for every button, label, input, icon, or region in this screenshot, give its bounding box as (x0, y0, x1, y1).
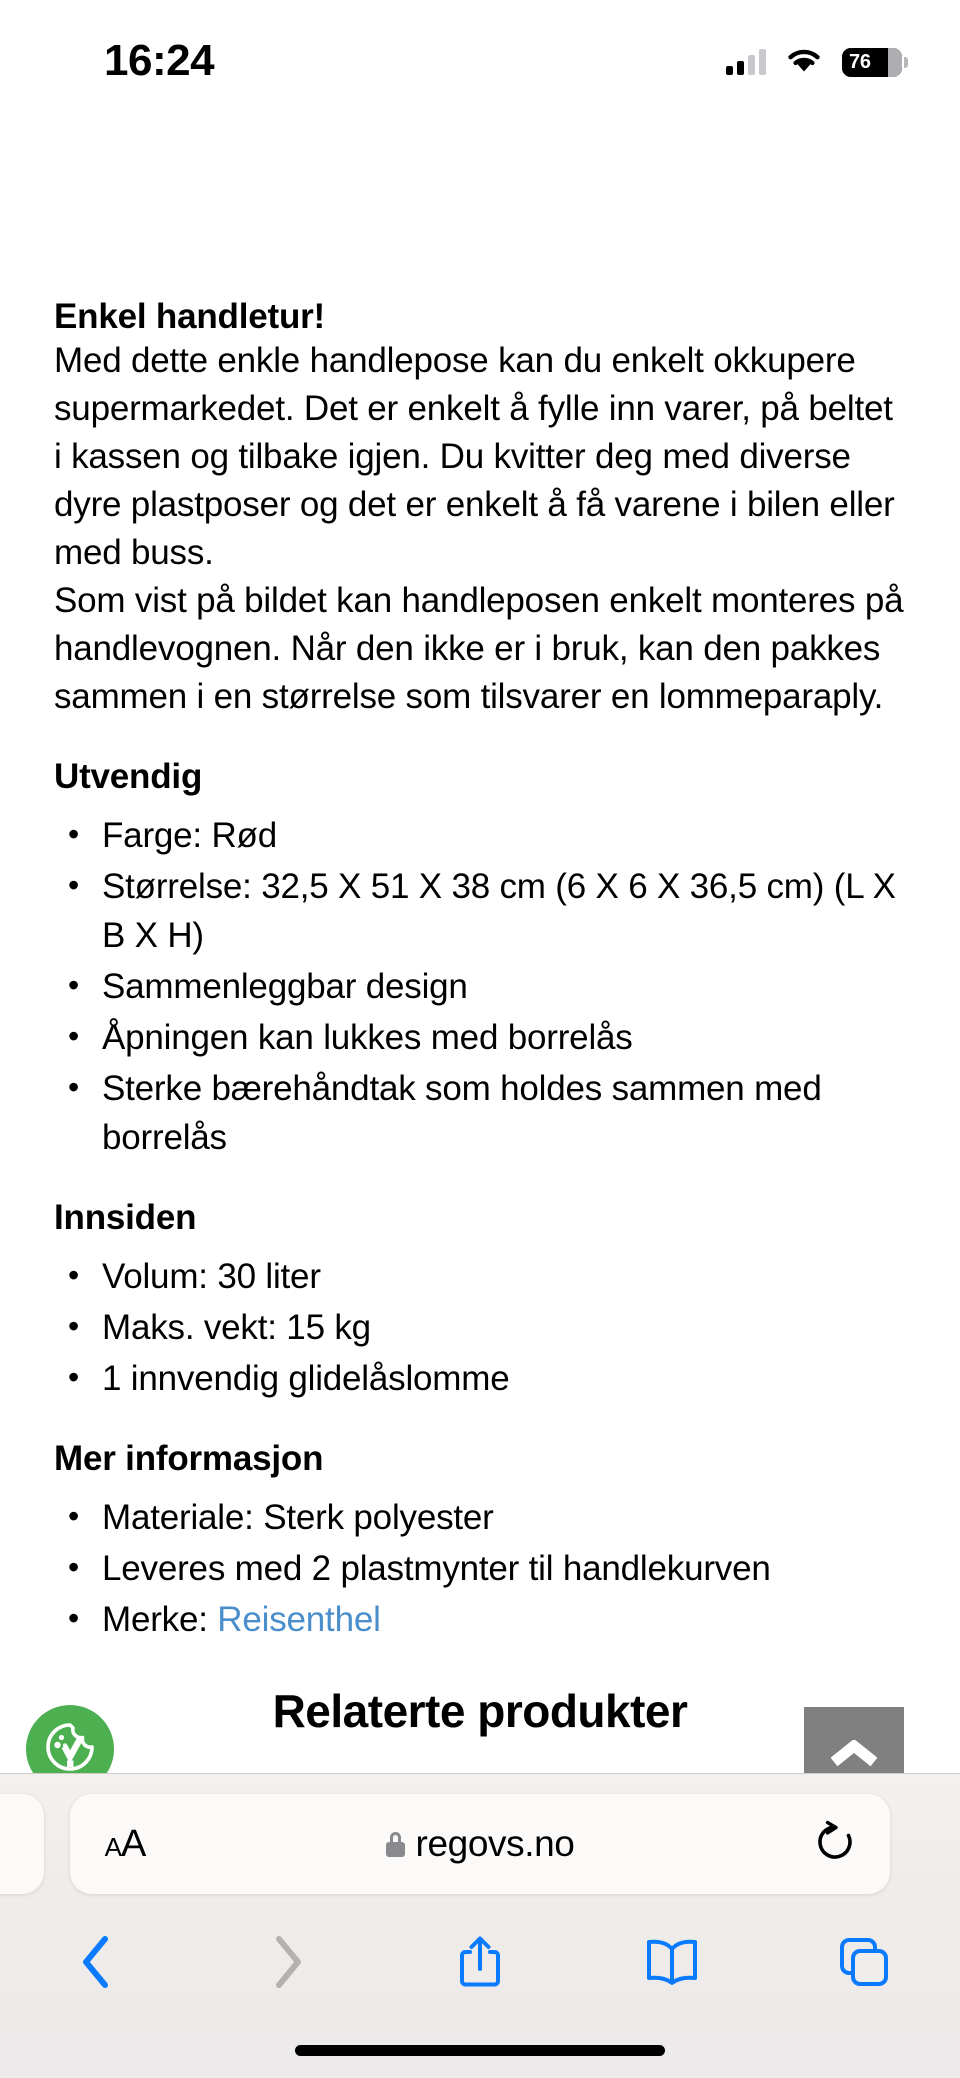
list-item: • Størrelse: 32,5 X 51 X 38 cm (6 X 6 X 36,5 cm) (L X B X H) (54, 862, 906, 960)
list-item: • Farge: Rød (54, 811, 906, 860)
section-heading-innsiden: Innsiden (54, 1198, 197, 1237)
intro-paragraph-2: Som vist på bildet kan handleposen enkelt monteres på handlevognen. Når den ikke er i bruk, kan den pakkes sammen i en størrelse som tilsvarer en lommeparaply. (54, 581, 904, 716)
list-item: • Åpningen kan lukkes med borrelås (54, 1013, 906, 1062)
status-time: 16:24 (104, 36, 215, 85)
section-heading-utvendig: Utvendig (54, 757, 203, 796)
text-size-large-a: A (120, 1823, 146, 1865)
list-item: • Volum: 30 liter (54, 1252, 906, 1301)
tabs-button[interactable] (768, 1935, 960, 1994)
address-bar[interactable] (70, 1794, 890, 1894)
list-item: • Leveres med 2 plastmynter til handlekurven (54, 1544, 906, 1593)
list-item: • Sterke bærehåndtak som holdes sammen med borrelås (54, 1064, 906, 1162)
safari-toolbar (0, 1773, 960, 2078)
intro-heading: Enkel handletur! (54, 297, 326, 336)
spec-list-innsiden (54, 1252, 906, 1403)
web-page-content (0, 110, 960, 1773)
list-item: • Maks. vekt: 15 kg (54, 1303, 906, 1352)
intro-paragraph-1: Med dette enkle handlepose kan du enkelt okkupere supermarkedet. Det er enkelt å fylle inn varer, på beltet i kassen og tilbake igjen. Du kvitter deg med diverse dyre plastposer og det er enkelt å få varene i bilen eller med buss. (54, 341, 895, 572)
cookie-consent-icon (39, 1716, 101, 1774)
reload-icon (815, 1820, 855, 1869)
scroll-to-top-button[interactable] (804, 1707, 904, 1773)
chevron-left-icon (79, 1934, 113, 1995)
forward-button[interactable] (192, 1934, 384, 1995)
adjacent-tab-peek[interactable] (0, 1794, 44, 1894)
tabs-icon (837, 1935, 891, 1994)
reload-button[interactable] (780, 1820, 890, 1869)
brand-link[interactable]: Reisenthel (217, 1600, 381, 1639)
browser-toolbar-row (0, 1914, 960, 2014)
spec-list-utvendig (54, 811, 906, 1162)
wifi-icon (784, 45, 824, 79)
home-indicator (295, 2045, 665, 2056)
battery-percent-label: 76 (849, 50, 871, 73)
list-item: • Materiale: Sterk polyester (54, 1493, 906, 1542)
back-button[interactable] (0, 1934, 192, 1995)
chevron-right-icon (271, 1934, 305, 1995)
brand-label: Merke: (102, 1600, 208, 1639)
list-item-brand (54, 1595, 906, 1644)
lock-icon (386, 1832, 405, 1857)
book-icon (643, 1937, 701, 1992)
bookmarks-button[interactable] (576, 1937, 768, 1992)
list-item: • 1 innvendig glidelåslomme (54, 1354, 906, 1403)
battery-icon (842, 48, 908, 77)
section-heading-mer-informasjon: Mer informasjon (54, 1439, 324, 1478)
url-text: regovs.no (415, 1823, 575, 1864)
spec-list-mer-informasjon (54, 1493, 906, 1644)
text-size-small-a: A (104, 1832, 121, 1862)
text-size-button[interactable] (70, 1825, 180, 1863)
url-display[interactable] (180, 1823, 780, 1865)
list-item: • Sammenleggbar design (54, 962, 906, 1011)
share-icon (457, 1933, 503, 1996)
chevron-up-icon (831, 1740, 877, 1774)
share-button[interactable] (384, 1933, 576, 1996)
status-indicators (726, 45, 908, 79)
cookie-consent-button[interactable] (26, 1705, 114, 1773)
cellular-signal-icon (726, 49, 766, 75)
status-bar (0, 0, 960, 110)
related-products-heading: Relaterte produkter (272, 1685, 688, 1737)
